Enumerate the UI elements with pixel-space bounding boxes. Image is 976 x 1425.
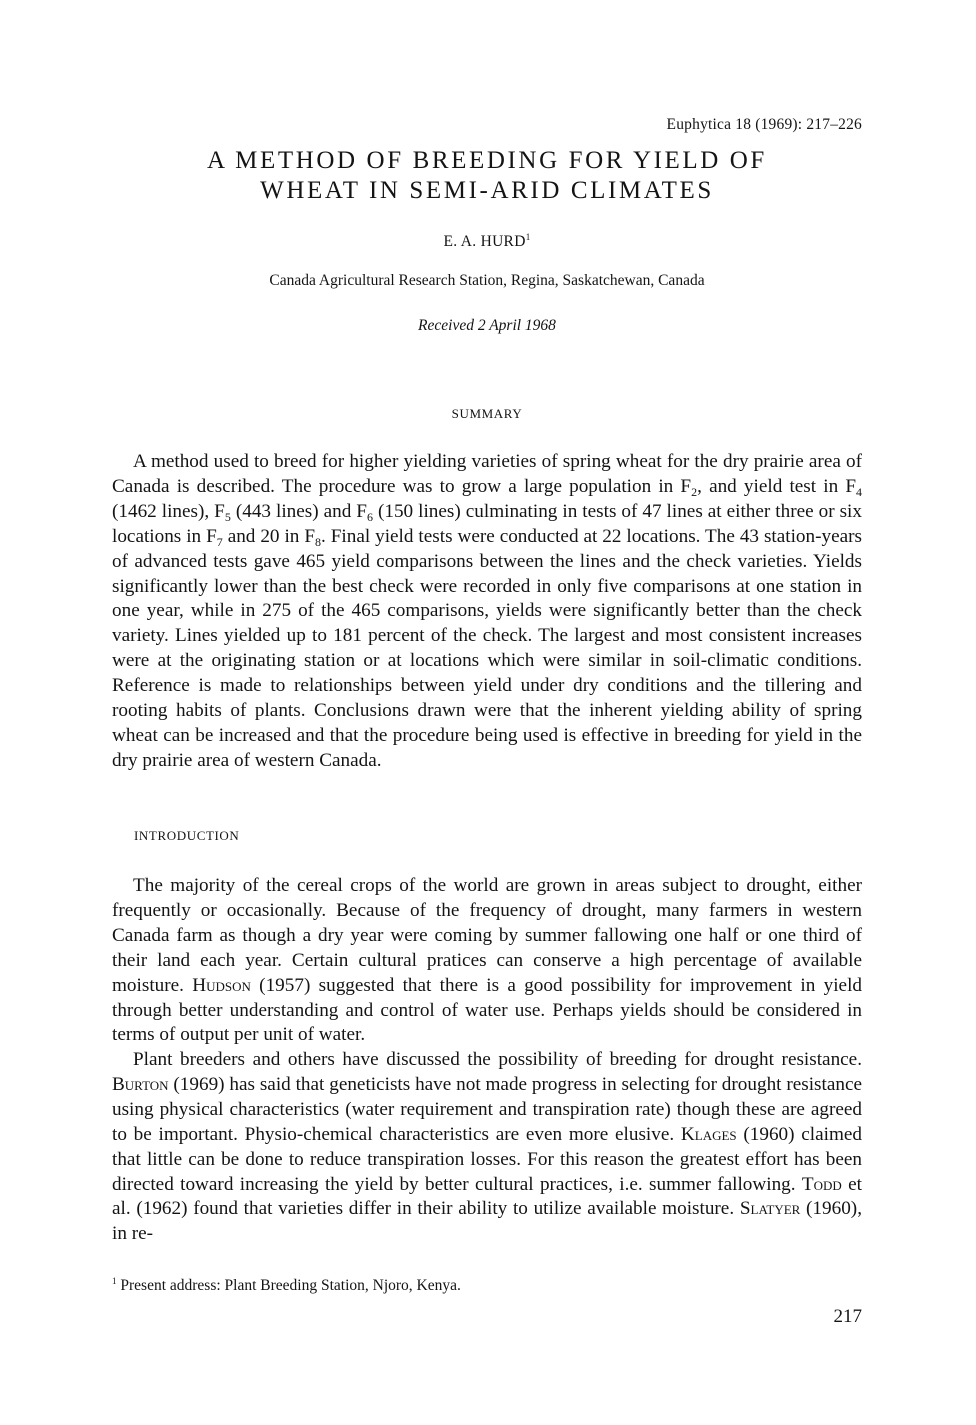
summary-text-3: (1462 lines), F bbox=[112, 500, 225, 522]
author-footnote-mark: 1 bbox=[525, 232, 531, 242]
introduction-heading: INTRODUCTION bbox=[134, 828, 240, 843]
intro-text: (1960), in re- bbox=[112, 1198, 862, 1245]
footnote bbox=[112, 1276, 461, 1295]
title-line-2: WHEAT IN SEMI-ARID CLIMATES bbox=[260, 177, 714, 204]
intro-text: (1960) claimed that little can be done to reduce transpiration losses. For this reason the greatest effort has been directed toward increasing the yield by better cultural practices, i.e. summer fallowing. bbox=[112, 1123, 862, 1195]
citation-author: Todd bbox=[801, 1173, 842, 1195]
journal-reference: Euphytica 18 (1969): 217–226 bbox=[666, 116, 862, 133]
subscript: 2 bbox=[691, 484, 698, 499]
intro-text: Plant breeders and others have discussed the possibility of breeding for drought resistance. bbox=[133, 1049, 862, 1070]
citation-author: Klages bbox=[680, 1123, 737, 1145]
footnote-mark: 1 bbox=[112, 1276, 117, 1286]
intro-text: The majority of the cereal crops of the world are grown in areas subject to drought, either frequently or occasionally. Because of the frequency of drought, many farmers in western Canada farm as though a dry year were coming by summer fallowing one half or one third of their land each year. Certain cultural pratices can conserve a high percentage of available moisture. bbox=[112, 875, 862, 996]
summary-paragraph bbox=[112, 450, 862, 774]
intro-text: et al. (1962) found that varieties differ in their ability to utilize available moisture. bbox=[112, 1173, 862, 1220]
author-name: E. A. HURD bbox=[443, 233, 526, 250]
summary-text-5: (150 lines) culminating in tests of 47 lines at either three or six locations in F bbox=[112, 500, 862, 547]
summary-text-2: , and yield test in F bbox=[697, 475, 857, 497]
intro-text: (1957) suggested that there is a good possibility for improvement in yield through better understanding and control of water use. Perhaps yields should be considered in terms of output per unit of water. bbox=[112, 974, 862, 1046]
summary-text-1: A method used to breed for higher yielding varieties of spring wheat for the dry prairie area of Canada is described. The procedure was to grow a large population in F bbox=[112, 451, 862, 497]
summary-heading: SUMMARY bbox=[451, 406, 523, 421]
citation-author: Hudson bbox=[192, 974, 251, 996]
summary-text-4: (443 lines) and F bbox=[230, 500, 367, 522]
subscript: 6 bbox=[366, 509, 373, 524]
article-title bbox=[112, 146, 862, 206]
summary-text-6: and 20 in F bbox=[222, 525, 315, 547]
intro-text: (1969) has said that geneticists have not made progress in selecting for drought resistance using physical characteristics (water requirement and transpiration rate) though these are agreed to be important. Physio-chemical characteristics are even more elusive. bbox=[112, 1073, 862, 1145]
subscript: 7 bbox=[216, 534, 223, 549]
subscript: 4 bbox=[856, 484, 863, 499]
subscript: 8 bbox=[315, 534, 321, 549]
page-number: 217 bbox=[833, 1306, 862, 1327]
citation-author: Burton bbox=[112, 1073, 169, 1095]
received-date: Received 2 April 1968 bbox=[418, 317, 556, 334]
author bbox=[112, 232, 862, 251]
subscript: 5 bbox=[224, 509, 231, 524]
introduction-paragraph-1 bbox=[112, 874, 862, 1048]
footnote-text: Present address: Plant Breeding Station, Njoro, Kenya. bbox=[116, 1277, 461, 1294]
introduction-paragraph-2 bbox=[112, 1048, 862, 1247]
affiliation: Canada Agricultural Research Station, Regina, Saskatchewan, Canada bbox=[269, 272, 705, 289]
summary-text-7: . Final yield tests were conducted at 22 locations. The 43 station-years of advanced tests gave 465 yield comparisons between the lines and the check varieties. Yields significantly lower than the best check were recorded in only five comparisons at one station in one year, while in 275 of the 465 comparisons, yields were significantly better than the check variety. Lines yielded up to 181 percent of the check. The largest and most consistent increases were at the originating station or at locations which were similar in soil-climatic conditions. Reference is made to relationships between yield under dry conditions and the tillering and rooting habits of plants. Conclusions drawn were that the inherent yielding ability of spring wheat can be increased and that the procedure being used is effective in breeding for yield in the dry prairie area of western Canada. bbox=[112, 525, 862, 771]
title-line-1: A METHOD OF BREEDING FOR YIELD OF bbox=[207, 147, 767, 174]
citation-author: Slatyer bbox=[739, 1198, 801, 1220]
